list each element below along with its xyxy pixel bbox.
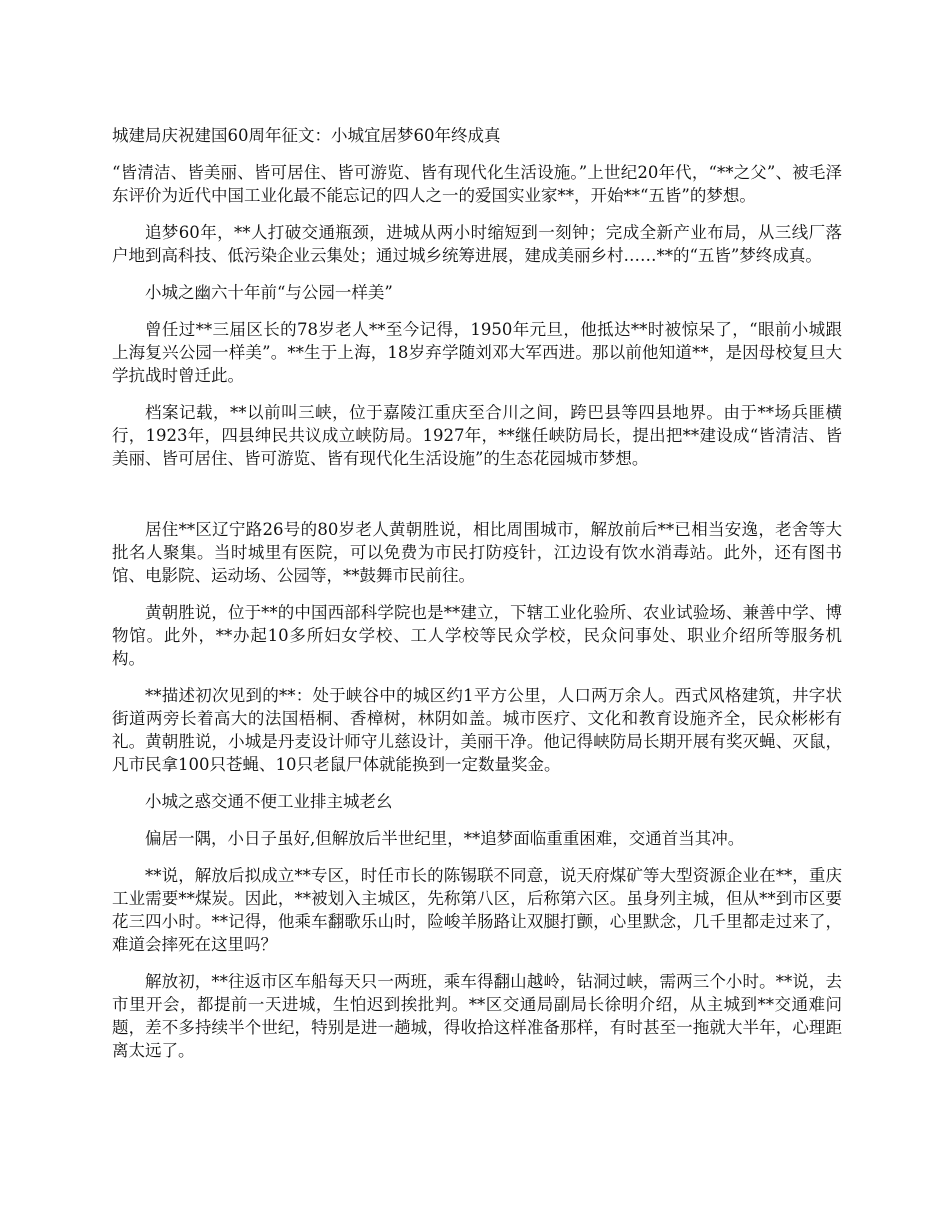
paragraph-2: 追梦60年，**人打破交通瓶颈，进城从两小时缩短到一刻钟；完成全新产业布局，从三线厂落户地到高科技、低污染企业云集处；通过城乡统筹进展，建成美丽乡村……**的“五皆”梦终成真。 (112, 223, 842, 265)
paragraph-6: 黄朝胜说，位于**的中国西部科学院也是**建立，下辖工业化验所、农业试验场、兼善中学、博物馆。此外，**办起10多所妇女学校、工人学校等民众学校，民众问事处、职业介绍所等服务机构。 (112, 603, 842, 668)
paragraph-3: 曾任过**三届区长的78岁老人**至今记得，1950年元旦，他抵达**时被惊呆了，“眼前小城跟上海复兴公园一样美”。**生于上海，18岁弃学随刘邓大军西进。那以前他知道**，是因母校复旦大学抗战时曾迁此。 (112, 320, 842, 385)
paragraph-8: 偏居一隅，小日子虽好,但解放后半世纪里，**追梦面临重重困难，交通首当其冲。 (145, 829, 745, 848)
document-title: 城建局庆祝建国60周年征文：小城宜居梦60年终成真 (112, 126, 501, 145)
paragraph-4: 档案记载，**以前叫三峡，位于嘉陵江重庆至合川之间，跨巴县等四县地界。由于**场兵匪横行，1923年，四县绅民共议成立峡防局。1927年，**继任峡防局长，提出把**建设成“皆清洁、皆美丽、皆可居住、皆可游览、皆有现代化生活设施”的生态花园城市梦想。 (112, 403, 842, 468)
document-body (112, 124, 842, 1076)
paragraph-5: 居住**区辽宁路26号的80岁老人黄朝胜说，相比周围城市，解放前后**已相当安逸，老舍等大批名人聚集。当时城里有医院，可以免费为市民打防疫针，江边设有饮水消毒站。此外，还有图书馆、电影院、运动场、公园等，**鼓舞市民前往。 (112, 520, 842, 585)
blank-gap (112, 484, 842, 518)
paragraph-10: 解放初，**往返市区车船每天只一两班，乘车得翻山越岭，钻洞过峡，需两三个小时。**说，去市里开会，都提前一天进城，生怕迟到挨批判。**区交通局副局长徐明介绍，从主城到**交通难问题，差不多持续半个世纪，特别是进一趟城，得收拾这样准备那样，有时甚至一拖就大半年，心理距离太远了。 (112, 972, 842, 1060)
paragraph-7: **描述初次见到的**：处于峡谷中的城区约1平方公里，人口两万余人。西式风格建筑，井字状街道两旁长着高大的法国梧桐、香樟树，林阴如盖。城市医疗、文化和教育设施齐全，民众彬彬有礼。黄朝胜说，小城是丹麦设计师守儿慈设计，美丽干净。他记得峡防局长期开展有奖灭蝇、灭鼠，凡市民拿100只苍蝇、10只老鼠尸体就能换到一定数量奖金。 (112, 686, 842, 774)
paragraph-9: **说，解放后拟成立**专区，时任市长的陈锡联不同意，说天府煤矿等大型资源企业在**，重庆工业需要**煤炭。因此，**被划入主城区，先称第八区，后称第六区。虽身列主城，但从**到市区要花三四小时。**记得，他乘车翻歌乐山时，险峻羊肠路让双腿打颤，心里默念，几千里都走过来了，难道会摔死在这里吗？ (112, 866, 842, 954)
paragraph-1: “皆清洁、皆美丽、皆可居住、皆可游览、皆有现代化生活设施。”上世纪20年代，“**之父”、被毛泽东评价为近代中国工业化最不能忘记的四人之一的爱国实业家**，开始**“五皆”的梦想。 (112, 163, 842, 205)
section-heading-2: 小城之惑交通不便工业排主城老幺 (145, 792, 393, 811)
section-heading-1: 小城之幽六十年前“与公园一样美” (145, 283, 393, 302)
